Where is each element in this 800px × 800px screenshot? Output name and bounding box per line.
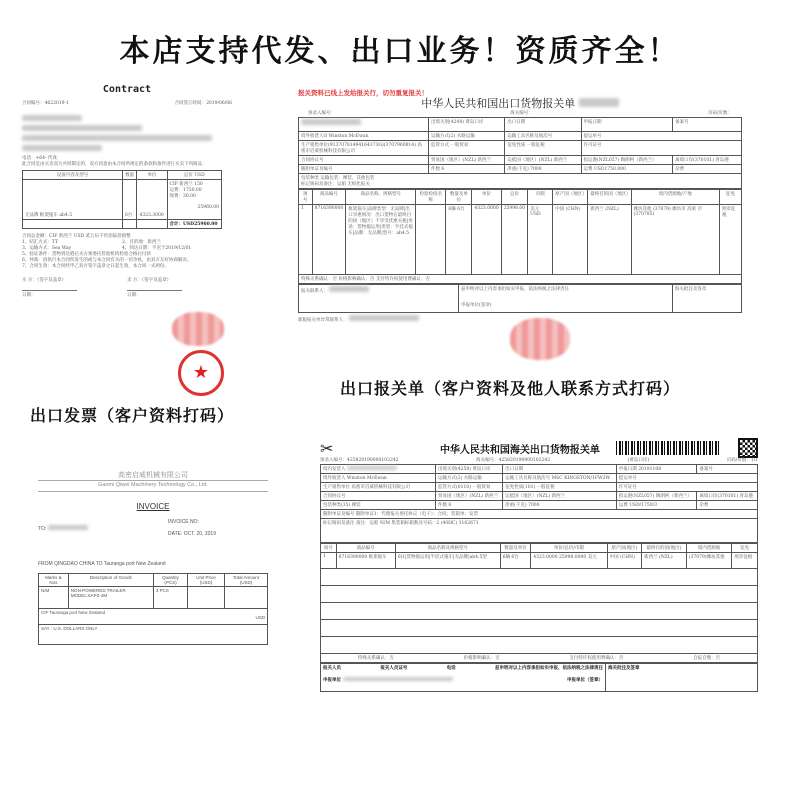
qr-code-icon: [738, 438, 758, 458]
contract-document: Contract 合同编号：4622019-1 合同签订时间：2019/06/06 电话：+64- 传真： 此合同是由买卖双方共同制定的，双方同意由本合同所规定的条款和条件进行买卖下列商品： 设备内容及型号 数量 单价 总价 USD 无品牌 框架拖车 ab4.5 6台 4323.3000 CIF 新西兰 150 运费：1750.00 保费：30.00 25960.00 合计：USD25960.00 合同总金额：CIF 新西兰 USD 贰万伍千玖佰陆拾圆整 1、结汇方式：TT 2、目的地：新西兰 3、运输方式：Sea Way 4、到达日期：不迟于2019/12/01 5、验证条件：货物到达港后买方须委托检验机构检验合格后付款 6、仲裁：因执行本合同所发生的或与本合同有关的一切争执，由双方友好协商解决。 7、合同生效：本合同经甲乙双方签字盖章之日起生效，本合同一式两份。 买 方：（签字及盖章） 卖 方：（签字及盖章） 日期： 日期：: [22, 82, 232, 382]
customs-declaration-2: ✂ 中华人民共和国海关出口货物报关单 预录入编号：425820190000102242 海关编号：425820190000102242 (黄岛口岸) 页码/页数：1/1 境内发货人 出境关别(4258) 黄岛口岸 出口日期 申报日期 20191108 备案号 境外收货人 Winston McEwan 运输方式(2) 水路运输 运输工具名称及航次号 MSC KINGSTON/1FW2W 提运单号 生产销售单位 高密市启威机械科技有限公司 监管方式(0110) 一般贸易 征免性质(101) 一般征税 许可证号 合同协议号 贸易国（地区）(NZL) 新西兰 运抵国（地区）(NZL) 新西兰 指运港(NZL057) 陶朗阿（新西兰） 离境口岸(370101) 青岛港 包装种类(35) 裸装 件数 6 净重(千克) 7000 运费 USD/1750/3 杂费 随附单证及编号 随附单证1：代理报关委托协议（电子）；合同；装箱单；发票 标记唛码及备注 备注：运船 N/M 集装箱标箱数及号码：2 (40HC) 3162671 项号 商品编号 商品名称及规格型号 数量及单位 单价/总价/币制 原产国(地区) 最终目的国(地区) 境内货源地 征免 1 8716390000 框架拖车 0|1|货物拖运用|半挂式拖车|无品牌|ab4.5型 6辆 6台 4323.0000 25998.0000 美元 中国 (CHN) 新西兰 (NZL) (37079)潍坊其他 照章征税 特殊关系确认：否 价格影响确认：否 支付特许权使用费确认：否 自报自缴：否 报关人员 报关人员证号 电话 兹申明对以上内容承担如实申报、依法纳税之法律责任 申报单位 申报单位（签章） 海关批注及签章: [320, 438, 758, 732]
caption-declaration: 出口报关单（客户资料及他人联系方式打码）: [340, 379, 681, 398]
invoice-no: INVOICE NO:: [168, 519, 199, 525]
invoice-company-en: Gaomi Qiwei Machinery Technology Co., Ltd.: [38, 480, 268, 492]
invoice-table: Marks & Nos Description of Goods Quantity (PCS) Unit Price (USD) Total Amount (USD) N/M NON-POWERED TRAILER MODEL:6APZ-4M 3 PCS CIF Tauranga port New Zealand USD SAY : U.S. DOLLARS ONLY: [38, 573, 268, 645]
contract-date: 合同签订时间：2019/06/06: [174, 101, 232, 106]
contract-clauses: 合同总金额：CIF 新西兰 USD 贰万伍千玖佰陆拾圆整 1、结汇方式：TT 2、目的地：新西兰 3、运输方式：Sea Way 4、到达日期：不迟于2019/12/01 5、验证条件：货物到达港后买方须委托检验机构检验合格后付款 6、仲裁：因执行本合同所发生的或与本合同有关的一切争执，由双方友好协商解决。 7、合同生效：本合同经甲乙双方签字盖章之日起生效，本合同一式两份。: [22, 234, 192, 269]
warning-text: 报关资料已线上发给报关行，切勿重复报关！: [298, 89, 428, 97]
declaration1-title: 中华人民共和国出口货物报关单: [298, 95, 742, 111]
contract-phone: 电话：+64- 传真：: [22, 156, 62, 161]
invoice-date: DATE: OCT. 20, 2019: [168, 531, 216, 537]
invoice-company-cn: 高密启威机械有限公司: [118, 472, 188, 479]
contract-intro: 此合同是由买卖双方共同制定的，双方同意由本合同所规定的条款和条件进行买卖下列商品：: [22, 162, 207, 167]
declaration1-goods-table: 项号 商品编号 商品名称、规格型号 检验检疫名称 数量及单位 单价 总价 币制 原产国（地区） 最终目的国（地区） 境内货源地/产地 征免 1 8716390000 框架拖车|品牌类型：无品牌|出口享惠情况：出口货物在最终目的国（地区）不享受优惠关税|用途：货物拖运用|类型：半挂式拖车|品牌：无品牌|型号：ab4.5 6辆 6台 4323.0000 25998.00 美元 USD 中国 (CHN) 新西兰 (NZL) 潍坊其他 (37079) 潍坊市 高密 市(370785) 照章征税 特殊关系确认：否 价格影响确认：否 支付特许权使用费确认：否: [298, 189, 742, 284]
invoice-title: INVOICE: [136, 502, 170, 511]
invoice-document: 高密启威机械有限公司 Gaomi Qiwei Machinery Technology Co., Ltd. INVOICE TO: INVOICE NO: DATE: OCT. 20, 2019 FROM QINGDAO CHINA TO Tauranga port New Zealand Marks & Nos Description of Goods Quantity (PCS) Unit Price (USD) Total Amount (USD) N/M NON-POWERED TRAILER MODEL:6APZ-4M 3 PCS CIF Tauranga port New Zealand USD SAY : U.S. DOLLARS ONLY: [38, 470, 268, 680]
contract-table: 设备内容及型号 数量 单价 总价 USD 无品牌 框架拖车 ab4.5 6台 4323.3000 CIF 新西兰 150 运费：1750.00 保费：30.00 25960.00 合计：USD25960.00: [22, 170, 222, 229]
redacted-seal: [510, 318, 570, 360]
caption-contract: 出口发票（客户资料打码）: [30, 406, 235, 425]
seller-signature: 卖 方：（签字及盖章）: [127, 278, 172, 283]
customs-declaration-1: 报关资料已线上发给报关行，切勿重复报关！ 中华人民共和国出口货物报关单 预录入编号： 海关编号： 页码/页数： 出境关别(4208) 黄岛口岸 出口日期 申报日期 备案号 境外收货人O Winston McEwan 运输方式(2) 水路运输 运输工具名称及航次号 提运单号 生产销售单位(91370781494164373G)(3707960814) 高密市启威机械科技有限公司 监管方式 一般贸易 征免性质 一般征税 许可证号 合同协议号 贸易国（地区）(NZL) 新西兰 运抵国（地区）(NZL) 新西兰 指运港(NZL057) 陶朗阿（新西兰） 离境口岸(370101) 青岛港 随附单证及编号 件数 6 净重(千克) 7000 运费 USD1750.000 杂费 包装种类 运输包装：裸装，其他包装 标记唛码及备注：运船 无纸化报关 项号 商品编号 商品名称、规格型号 检验检疫名称 数量及单位 单价 总价 币制 原产国（地区） 最终目的国（地区） 境内货源地/产地 征免 1 8716390000 框架拖车|品牌类型：无品牌|出口享惠情况：出口货物在最终目的国（地区）不享受优惠关税|用途：货物拖运用|类型：半挂式拖车|品牌：无品牌|型号：ab4.5 6辆 6台 4323.0000 25998.00 美元 USD 中国 (CHN) 新西兰 (NZL) 潍坊其他 (37079) 潍坊市 高密 市(370785) 照章征税 特殊关系确认：否 价格影响确认：否 支付特许权使用费确认：否 报关联系人： 兹申明对以上内容承担如实申报、依法纳税之法律责任 申报单位(签章) 海关批注及签章 新版报关单异常联系人：: [298, 88, 742, 358]
company-seal-icon: ★: [178, 350, 224, 396]
redacted-seal: [172, 312, 224, 346]
declaration1-footer-table: 报关联系人： 兹申明对以上内容承担如实申报、依法纳税之法律责任 申报单位(签章) 海关批注及签章: [298, 284, 742, 313]
declaration1-footer: 新版报关单异常联系人：: [298, 315, 742, 324]
contract-title: Contract: [102, 84, 152, 95]
declaration2-title: 中华人民共和国海关出口货物报关单: [439, 444, 600, 456]
declaration2-header-table: 境内发货人 出境关别(4258) 黄岛口岸 出口日期 申报日期 20191108 备案号 境外收货人 Winston McEwan 运输方式(2) 水路运输 运输工具名称及航次号 MSC KINGSTON/1FW2W 提运单号 生产销售单位 高密市启威机械科技有限公司 监管方式(0110) 一般贸易 征免性质(101) 一般征税 许可证号 合同协议号 贸易国（地区）(NZL) 新西兰 运抵国（地区）(NZL) 新西兰 指运港(NZL057) 陶朗阿（新西兰） 离境口岸(370101) 青岛港 包装种类(35) 裸装 件数 6 净重(千克) 7000 运费 USD/1750/3 杂费 随附单证及编号 随附单证1：代理报关委托协议（电子）；合同；装箱单；发票 标记唛码及备注 备注：运船 N/M 集装箱标箱数及号码：2 (40HC) 3162671: [320, 464, 758, 543]
declaration2-footer-table: 报关人员 报关人员证号 电话 兹申明对以上内容承担如实申报、依法纳税之法律责任 申报单位 申报单位（签章） 海关批注及签章: [320, 663, 758, 692]
redacted-party-info: [22, 115, 232, 153]
invoice-route: FROM QINGDAO CHINA TO Tauranga port New Zealand: [38, 561, 166, 567]
contract-no: 合同编号：4622019-1: [22, 101, 69, 106]
tools-logo-icon: ✂: [320, 438, 334, 458]
declaration1-header-table: 出境关别(4208) 黄岛口岸 出口日期 申报日期 备案号 境外收货人O Winston McEwan 运输方式(2) 水路运输 运输工具名称及航次号 提运单号 生产销售单位(91370781494164373G)(3707960814) 高密市启威机械科技有限公司 监管方式 一般贸易 征免性质 一般征税 许可证号 合同协议号 贸易国（地区）(NZL) 新西兰 运抵国（地区）(NZL) 新西兰 指运港(NZL057) 陶朗阿（新西兰） 离境口岸(370101) 青岛港 随附单证及编号 件数 6 净重(千克) 7000 运费 USD1750.000 杂费 包装种类 运输包装：裸装，其他包装 标记唛码及备注：运船 无纸化报关: [298, 117, 742, 189]
declaration2-goods-table: 项号 商品编号 商品名称及规格型号 数量及单位 单价/总价/币制 原产国(地区) 最终目的国(地区) 境内货源地 征免 1 8716390000 框架拖车 0|1|货物拖运用|半挂式拖车|无品牌|ab4.5型 6辆 6台 4323.0000 25998.0000 美元 中国 (CHN) 新西兰 (NZL) (37079)潍坊其他 照章征税 特殊关系确认：否 价格影响确认：否 支付特许权使用费确认：否 自报自缴：否: [320, 543, 758, 663]
page-title: 本店支持代发、出口业务！资质齐全！: [119, 34, 681, 69]
buyer-signature: 买 方：（签字及盖章）: [22, 278, 67, 283]
barcode-icon: [616, 441, 721, 455]
